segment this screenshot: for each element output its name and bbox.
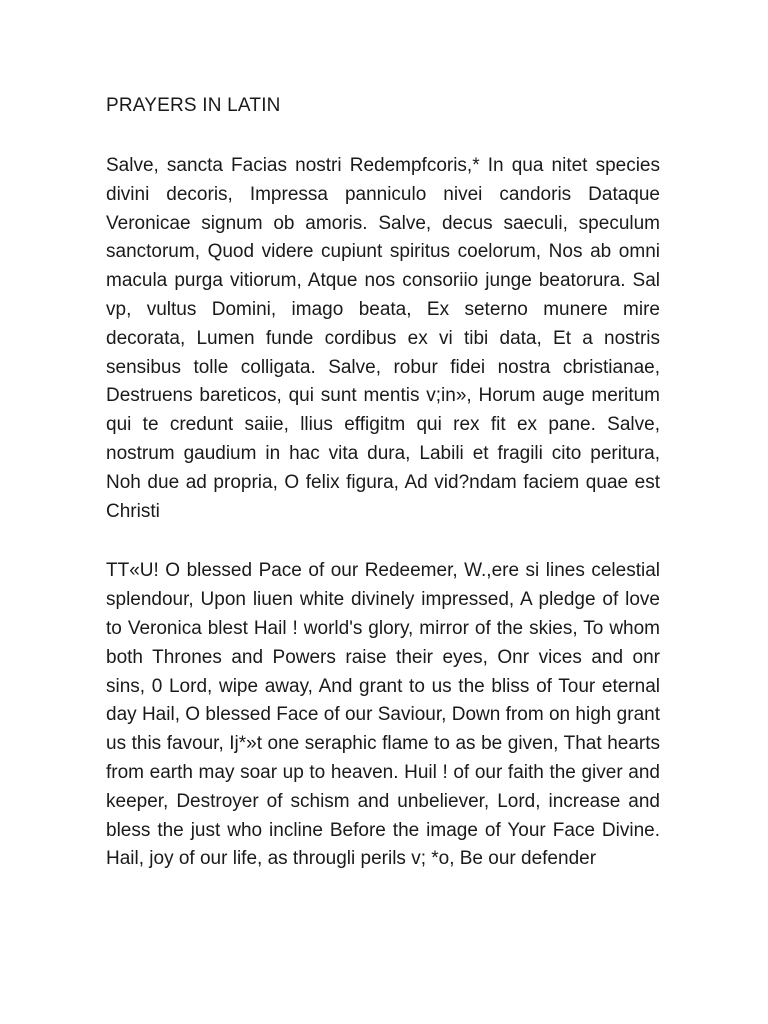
latin-prayer-paragraph: Salve, sancta Facias nostri Redempfcoris,* In qua nitet species divini decoris, Impressa panniculo nivei candoris Dataque Veronicae signum ob amoris. Salve, decus saeculi, speculum sanctorum, Quod videre cupiunt spiritus coelorum, Nos ab omni macula purga vitiorum, Atque nos consoriio junge beatorura. Sal vp, vultus Domini, imago beata, Ex seterno munere mire decorata, Lumen funde cordibus ex vi tibi data, Et a nostris sensibus tolle colligata. Salve, robur fidei nostra cbristianae, Destruens bareticos, qui sunt mentis v;in», Horum auge meritum qui te credunt saiie, llius effigitm qui rex fit ex pane. Salve, nostrum gaudium in hac vita dura, Labili et fragili cito peritura, Noh due ad propria, O felix figura, Ad vid?ndam faciem quae est Christi [106, 155, 660, 522]
document-heading: PRAYERS IN LATIN [106, 95, 281, 116]
document-page [106, 91, 660, 874]
english-prayer-paragraph: TT«U! O blessed Pace of our Redeemer, W.,ere si lines celestial splendour, Upon liuen white divinely impressed, A pledge of love to Veronica blest Hail ! world's glory, mirror of the skies, To whom both Thrones and Powers raise their eyes, Onr vices and onr sins, 0 Lord, wipe away, And grant to us the bliss of Tour eternal day Hail, O blessed Face of our Saviour, Down from on high grant us this favour, Ij*»t one seraphic flame to as be given, That hearts from earth may soar up to heaven. Huil ! of our faith the giver and keeper, Destroyer of schism and unbeliever, Lord, increase and bless the just who incline Before the image of Your Face Divine. Hail, joy of our life, as througli perils v; *o, Be our defender [106, 560, 660, 870]
